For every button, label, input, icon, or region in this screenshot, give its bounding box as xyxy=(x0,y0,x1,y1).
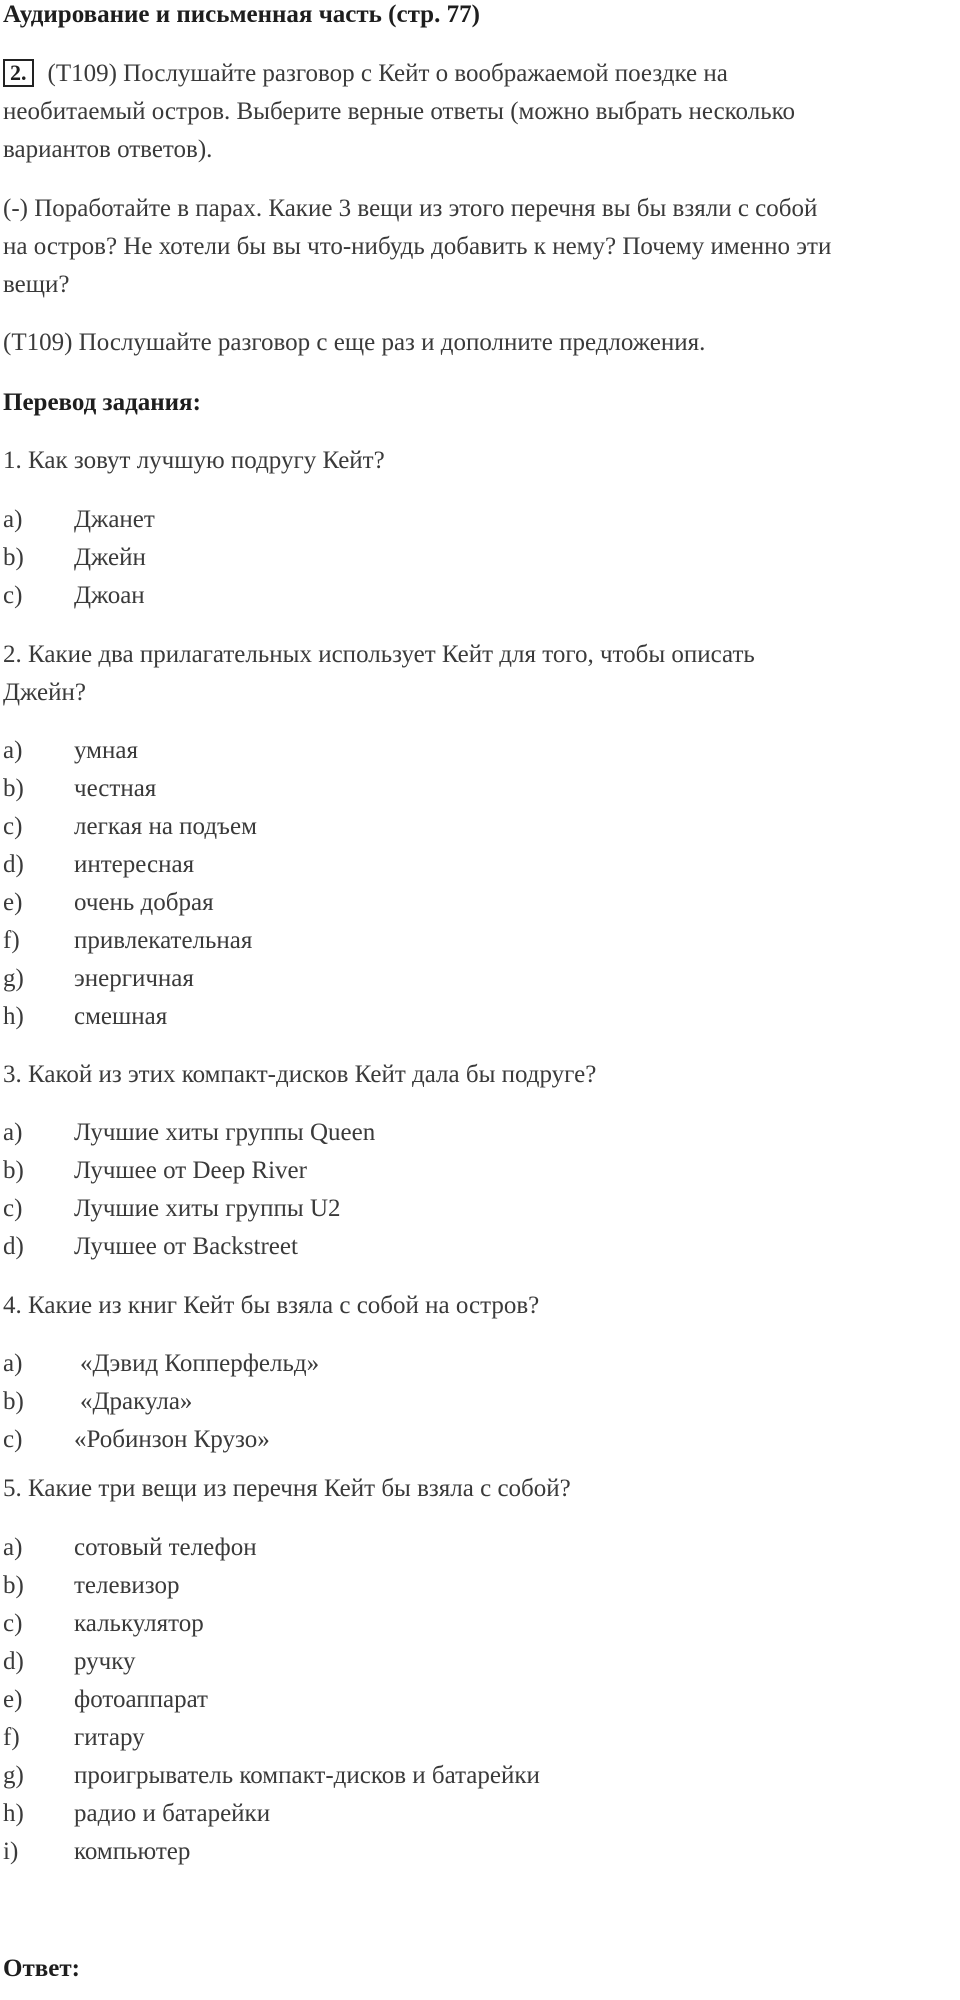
question-1: 1. Как зовут лучшую подругу Кейт? xyxy=(3,447,385,474)
question-5: 5. Какие три вещи из перечня Кейт бы взяла с собой? xyxy=(3,1475,571,1502)
option-text: энергичная xyxy=(74,965,194,992)
option-letter: a) xyxy=(3,1350,23,1377)
task-line-3: вариантов ответов). xyxy=(3,136,213,163)
task-text-1: (T109) Послушайте разговор с Кейт о воображаемой поездке на xyxy=(47,60,728,87)
option-letter: d) xyxy=(3,1648,24,1675)
question-4: 4. Какие из книг Кейт бы взяла с собой на остров? xyxy=(3,1292,540,1319)
option-text: честная xyxy=(74,775,157,802)
option-letter: a) xyxy=(3,506,23,533)
task-number-badge: 2. xyxy=(3,59,34,87)
option-text: интересная xyxy=(74,851,195,878)
option-text: компьютер xyxy=(74,1838,191,1865)
option-text: гитару xyxy=(74,1724,145,1751)
task-line-2: необитаемый остров. Выберите верные ответы (можно выбрать несколько xyxy=(3,98,795,125)
option-letter: e) xyxy=(3,889,23,916)
option-letter: c) xyxy=(3,1426,23,1453)
option-text: легкая на подъем xyxy=(74,813,257,840)
option-text: фотоаппарат xyxy=(74,1686,208,1713)
option-letter: c) xyxy=(3,813,23,840)
page-heading: Аудирование и письменная часть (стр. 77) xyxy=(3,1,480,28)
translation-heading: Перевод задания: xyxy=(3,389,201,416)
option-letter: a) xyxy=(3,1119,23,1146)
option-letter: b) xyxy=(3,1572,24,1599)
option-text: умная xyxy=(74,737,138,764)
option-letter: a) xyxy=(3,737,23,764)
option-letter: b) xyxy=(3,775,24,802)
option-letter: d) xyxy=(3,1233,24,1260)
option-letter: f) xyxy=(3,1724,20,1751)
option-letter: i) xyxy=(3,1838,19,1865)
option-text: Лучшее от Deep River xyxy=(74,1157,307,1184)
option-letter: b) xyxy=(3,1388,24,1415)
listen-again-instruction: (T109) Послушайте разговор с еще раз и дополните предложения. xyxy=(3,329,706,356)
option-letter: e) xyxy=(3,1686,23,1713)
option-letter: c) xyxy=(3,582,23,609)
option-text: проигрыватель компакт-дисков и батарейки xyxy=(74,1762,540,1789)
option-text: сотовый телефон xyxy=(74,1534,257,1561)
pair-work-line-2: на остров? Не хотели бы вы что-нибудь добавить к нему? Почему именно эти xyxy=(3,233,832,260)
answer-heading: Ответ: xyxy=(3,1955,80,1982)
option-letter: b) xyxy=(3,544,24,571)
option-text: телевизор xyxy=(74,1572,180,1599)
option-letter: h) xyxy=(3,1003,24,1030)
question-2-line-1: 2. Какие два прилагательных использует Кейт для того, чтобы описать xyxy=(3,641,755,668)
option-text: Лучшие хиты группы U2 xyxy=(74,1195,341,1222)
option-letter: f) xyxy=(3,927,20,954)
option-letter: b) xyxy=(3,1157,24,1184)
option-text: Лучшее от Backstreet xyxy=(74,1233,298,1260)
option-letter: d) xyxy=(3,851,24,878)
option-text: «Дэвид Копперфельд» xyxy=(80,1350,320,1377)
option-text: Джанет xyxy=(74,506,155,533)
option-text: Лучшие хиты группы Queen xyxy=(74,1119,376,1146)
option-letter: a) xyxy=(3,1534,23,1561)
option-text: привлекательная xyxy=(74,927,253,954)
pair-work-line-1: (-) Поработайте в парах. Какие 3 вещи из этого перечня вы бы взяли с собой xyxy=(3,195,818,222)
question-3: 3. Какой из этих компакт-дисков Кейт дала бы подруге? xyxy=(3,1061,597,1088)
option-letter: g) xyxy=(3,1762,24,1789)
task-line-1 xyxy=(3,55,728,93)
pair-work-line-3: вещи? xyxy=(3,271,70,298)
option-text: смешная xyxy=(74,1003,168,1030)
option-text: ручку xyxy=(74,1648,136,1675)
option-text: Джоан xyxy=(74,582,145,609)
option-letter: c) xyxy=(3,1610,23,1637)
option-letter: g) xyxy=(3,965,24,992)
option-text: Джейн xyxy=(74,544,146,571)
option-text: радио и батарейки xyxy=(74,1800,271,1827)
option-text: калькулятор xyxy=(74,1610,204,1637)
question-2-line-2: Джейн? xyxy=(3,679,86,706)
option-text: очень добрая xyxy=(74,889,214,916)
option-text: «Робинзон Крузо» xyxy=(74,1426,270,1453)
option-text: «Дракула» xyxy=(80,1388,193,1415)
option-letter: h) xyxy=(3,1800,24,1827)
option-letter: c) xyxy=(3,1195,23,1222)
